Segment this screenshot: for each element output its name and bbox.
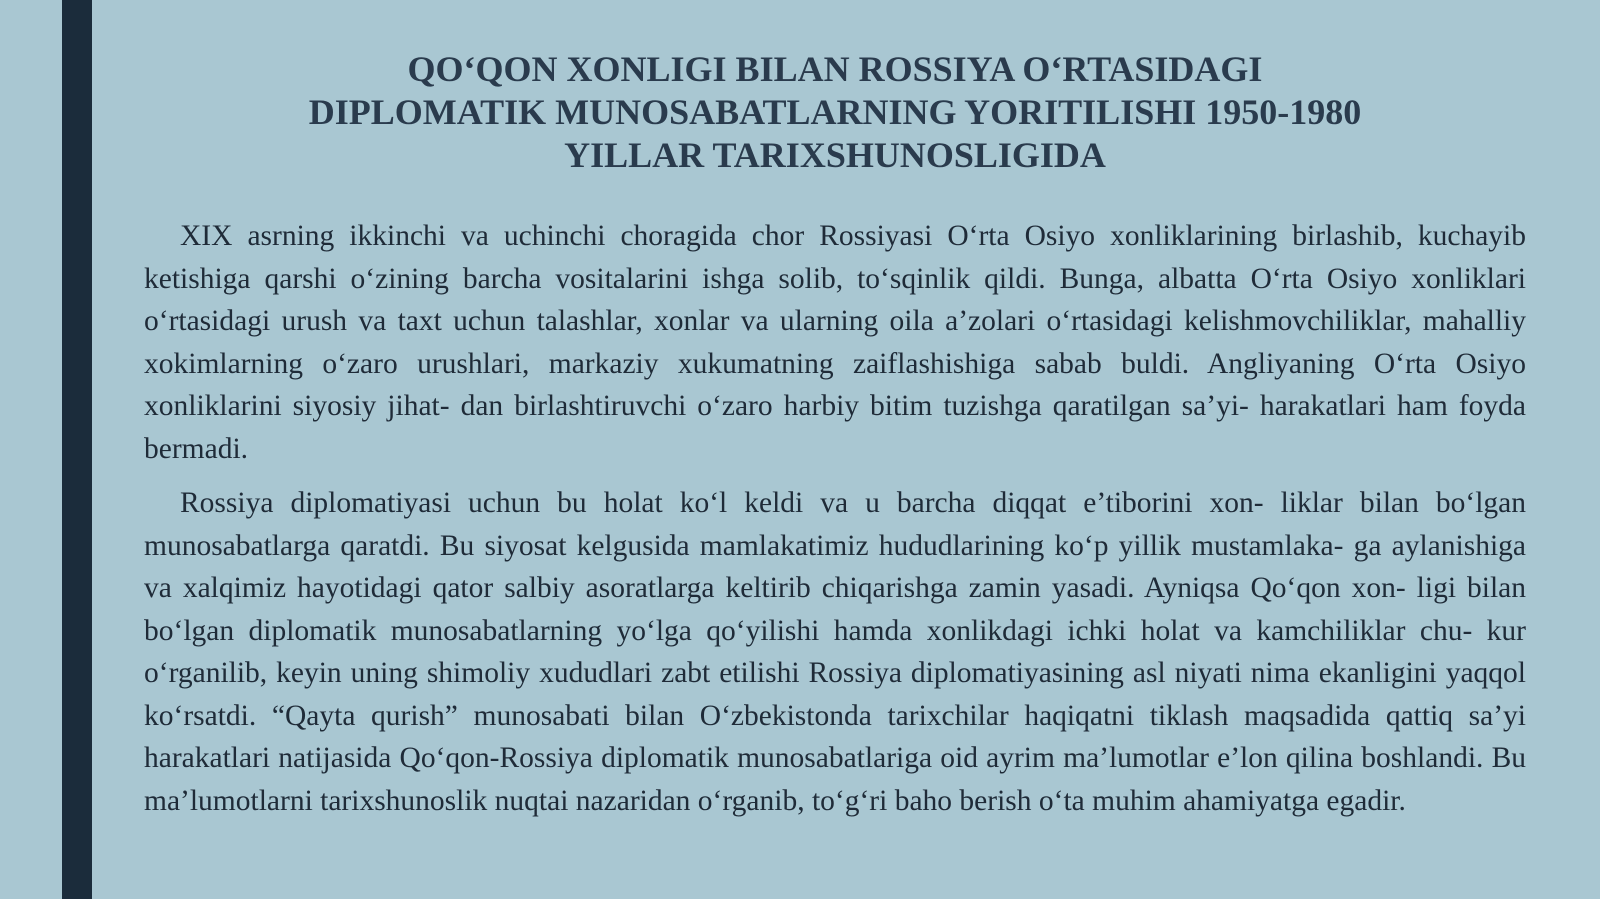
slide-title [144,48,1526,177]
left-accent-bar [62,0,92,899]
title-line-3: YILLAR TARIXSHUNOSLIGIDA [564,135,1106,175]
body-paragraph-1: XIX asrning ikkinchi va uchinchi choragida chor Rossiyasi O‘rta Osiyo xonliklarining birlashib, kuchayib ketishiga qarshi o‘zining barcha vositalarini ishga solib, to‘sqinlik qildi. Bunga, albatta O‘rta Osiyo xonliklari o‘rtasidagi urush va taxt uchun talashlar, xonlar va ularning oila a’zolari o‘rtasidagi kelishmovchiliklar, mahalliy xokimlarning o‘zaro urushlari, markaziy xukumatning zaiflashishiga sabab buldi. Angliyaning O‘rta Osiyo xonliklarini siyosiy jihat- dan birlashtiruvchi o‘zaro harbiy bitim tuzishga qaratilgan sa’yi- harakatlari ham foyda bermadi. [144,220,1526,465]
slide-content [144,48,1526,834]
title-line-2: DIPLOMATIK MUNOSABATLARNING YORITILISHI 1950-1980 [308,92,1362,132]
title-line-1: QO‘QON XONLIGI BILAN ROSSIYA O‘RTASIDAGI [407,49,1263,89]
body-paragraph-2: Rossiya diplomatiyasi uchun bu holat ko‘l keldi va u barcha diqqat e’tiborini xon- liklar bilan bo‘lgan munosabatlarga qaratdi. Bu siyosat kelgusida mamlakatimiz hududlarining ko‘p yillik mustamlaka- ga aylanishiga va xalqimiz hayotidagi qator salbiy asoratlarga keltirib chiqarishga zamin yasadi. Ayniqsa Qo‘qon xon- ligi bilan bo‘lgan diplomatik munosabatlarning yo‘lga qo‘yilishi hamda xonlikdagi ichki holat va kamchiliklar chu- kur o‘rganilib, keyin uning shimoliy xududlari zabt etilishi Rossiya diplomatiyasining asl niyati nima ekanligini yaqqol ko‘rsatdi. “Qayta qurish” munosabati bilan O‘zbekistonda tarixchilar haqiqatni tiklash maqsadida qattiq sa’yi harakatlari natijasida Qo‘qon-Rossiya diplomatik munosabatlariga oid ayrim ma’lumotlar e’lon qilina boshlandi. Bu ma’lumotlarni tarixshunoslik nuqtai nazaridan o‘rganib, to‘g‘ri baho berish o‘ta muhim ahamiyatga egadir. [144,487,1526,817]
